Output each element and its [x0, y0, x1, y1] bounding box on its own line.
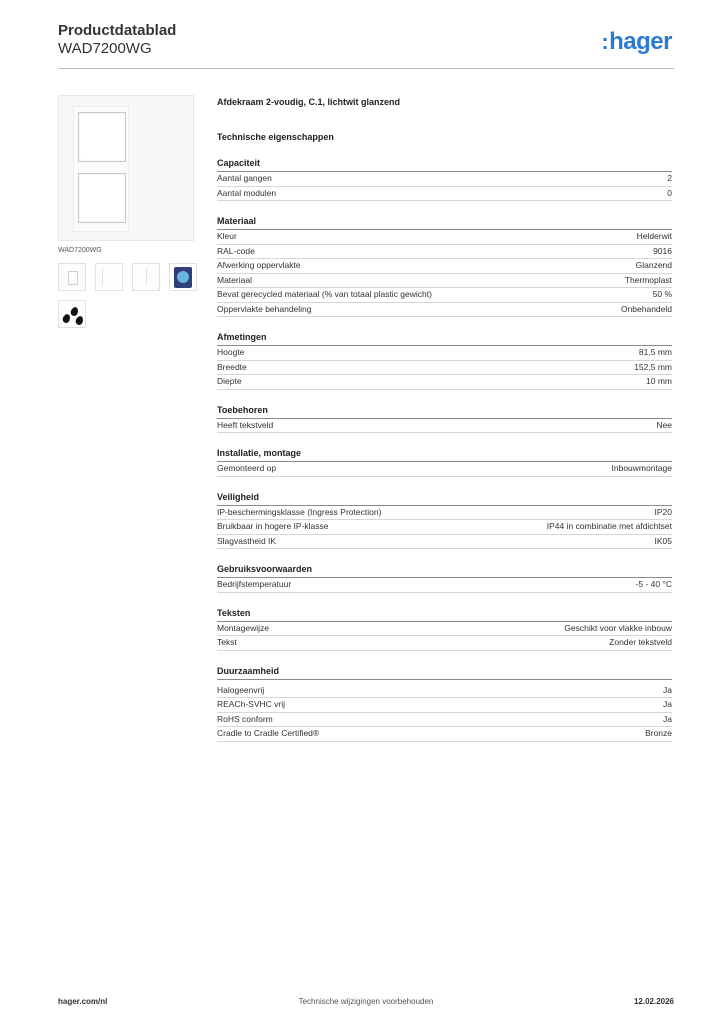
spec-value: Ja	[663, 684, 672, 695]
spec-label: Materiaal	[217, 274, 252, 285]
water-drops-icon[interactable]	[58, 300, 86, 328]
spec-value: IP20	[654, 506, 672, 517]
spec-row	[217, 698, 672, 713]
section-afmetingen	[217, 331, 672, 390]
spec-value: 10 mm	[646, 376, 672, 386]
spec-row	[217, 636, 672, 651]
header-divider	[58, 68, 674, 69]
spec-row	[217, 288, 672, 303]
section-title: Duurzaamheid	[217, 665, 672, 680]
section-duurzaamheid	[217, 665, 672, 742]
spec-value: Ja	[663, 713, 672, 724]
product-image	[58, 95, 194, 241]
spec-row	[217, 727, 672, 742]
spec-row	[217, 346, 672, 361]
logo-text: hager	[609, 28, 672, 55]
spec-label: Aantal modulen	[217, 187, 277, 198]
spec-value: Inbouwmontage	[611, 463, 672, 473]
product-media-column	[58, 95, 197, 328]
spec-label: Cradle to Cradle Certified®	[217, 728, 320, 738]
spec-row	[217, 245, 672, 260]
spec-row	[217, 713, 672, 728]
spec-label: Kleur	[217, 231, 237, 241]
spec-value: Thermoplast	[624, 274, 672, 285]
product-image-caption: WAD7200WG	[58, 247, 102, 254]
spec-value: 81,5 mm	[638, 347, 672, 357]
spec-value: Onbehandeld	[620, 303, 672, 314]
plate-opening-bottom	[78, 173, 126, 223]
spec-value: Zonder tekstveld	[609, 637, 672, 647]
document-title: Productdatablad	[58, 22, 177, 39]
spec-label: Slagvastheid IK	[217, 535, 277, 546]
hager-logo	[601, 28, 672, 56]
spec-value: 9016	[653, 245, 672, 256]
spec-row	[217, 172, 672, 187]
side-view-icon[interactable]	[132, 263, 160, 291]
spec-row	[217, 303, 672, 318]
technical-properties-heading: Technische eigenschappen	[217, 132, 334, 142]
spec-value: IK05	[654, 535, 672, 546]
section-materiaal	[217, 215, 672, 317]
spec-row	[217, 462, 672, 477]
section-title: Materiaal	[217, 215, 672, 230]
plate-opening-top	[78, 112, 126, 162]
front-view-icon[interactable]	[95, 263, 123, 291]
cover-plate-illustration	[73, 106, 129, 232]
section-title: Gebruiksvoorwaarden	[217, 563, 672, 578]
spec-label: Bevat gerecycled materiaal (% van totaal plastic gewicht)	[217, 289, 432, 299]
spec-row	[217, 187, 672, 202]
cradle-to-cradle-icon[interactable]	[169, 263, 197, 291]
section-toebehoren	[217, 404, 672, 434]
spec-row	[217, 684, 672, 699]
spec-row	[217, 274, 672, 289]
spec-row	[217, 419, 672, 434]
spec-label: Tekst	[217, 637, 237, 647]
spec-label: Bedrijfstemperatuur	[217, 579, 292, 589]
spec-label: Oppervlakte behandeling	[217, 303, 312, 314]
spec-label: Diepte	[217, 376, 242, 386]
spec-row	[217, 622, 672, 637]
spec-label: Heeft tekstveld	[217, 419, 274, 430]
spec-label: Aantal gangen	[217, 173, 272, 183]
spec-label: IP-beschermingsklasse (Ingress Protection)	[217, 506, 382, 517]
spec-value: Glanzend	[635, 260, 672, 270]
section-teksten	[217, 607, 672, 651]
spec-value: 0	[667, 187, 672, 198]
section-title: Toebehoren	[217, 404, 672, 419]
dimension-icon[interactable]	[58, 263, 86, 291]
spec-row	[217, 506, 672, 521]
spec-value: 152,5 mm	[634, 361, 672, 372]
spec-label: Gemonteerd op	[217, 463, 277, 473]
spec-label: Halogeenvrij	[217, 684, 265, 695]
spec-label: RoHS conform	[217, 713, 273, 724]
spec-label: RAL-code	[217, 245, 255, 256]
spec-value: -5 - 40 °C	[635, 579, 672, 589]
document-date: 12.02.2026	[633, 997, 674, 1006]
section-veiligheid	[217, 491, 672, 550]
section-title: Afmetingen	[217, 331, 672, 346]
spec-value: 2	[667, 173, 672, 183]
product-code: WAD7200WG	[58, 40, 152, 57]
page-header	[58, 22, 674, 58]
spec-label: Hoogte	[217, 347, 245, 357]
spec-label: REACh-SVHC vrij	[217, 699, 286, 709]
spec-row	[217, 520, 672, 535]
logo-colon-icon: :	[601, 29, 609, 54]
spec-label: Montagewijze	[217, 622, 269, 633]
spec-value: Bronze	[645, 728, 672, 738]
thumbnail-strip	[58, 263, 197, 291]
spec-row	[217, 361, 672, 376]
section-title: Veiligheid	[217, 491, 672, 506]
spec-row	[217, 578, 672, 593]
spec-value: Nee	[656, 419, 672, 430]
section-title: Teksten	[217, 607, 672, 622]
spec-value: Ja	[663, 699, 672, 709]
spec-value: Helderwit	[636, 231, 672, 241]
section-title: Installatie, montage	[217, 447, 672, 462]
product-description: Afdekraam 2-voudig, C.1, lichtwit glanzend	[217, 97, 401, 107]
specifications-column	[217, 96, 672, 742]
spec-value: 50 %	[652, 289, 672, 299]
spec-value: Geschikt voor vlakke inbouw	[564, 622, 672, 633]
footer-disclaimer: Technische wijzigingen voorbehouden	[298, 997, 434, 1006]
spec-row	[217, 375, 672, 390]
spec-row	[217, 259, 672, 274]
spec-label: Bruikbaar in hogere IP-klasse	[217, 521, 329, 531]
section-gebruiksvoorwaarden	[217, 563, 672, 593]
spec-label: Breedte	[217, 361, 247, 372]
section-capaciteit	[217, 157, 672, 201]
spec-row	[217, 230, 672, 245]
spec-value: IP44 in combinatie met afdichtset	[546, 521, 672, 531]
spec-row	[217, 535, 672, 550]
spec-label: Afwerking oppervlakte	[217, 260, 301, 270]
website-link[interactable]: hager.com/nl	[58, 997, 108, 1006]
section-installatie	[217, 447, 672, 477]
section-title: Capaciteit	[217, 157, 672, 172]
